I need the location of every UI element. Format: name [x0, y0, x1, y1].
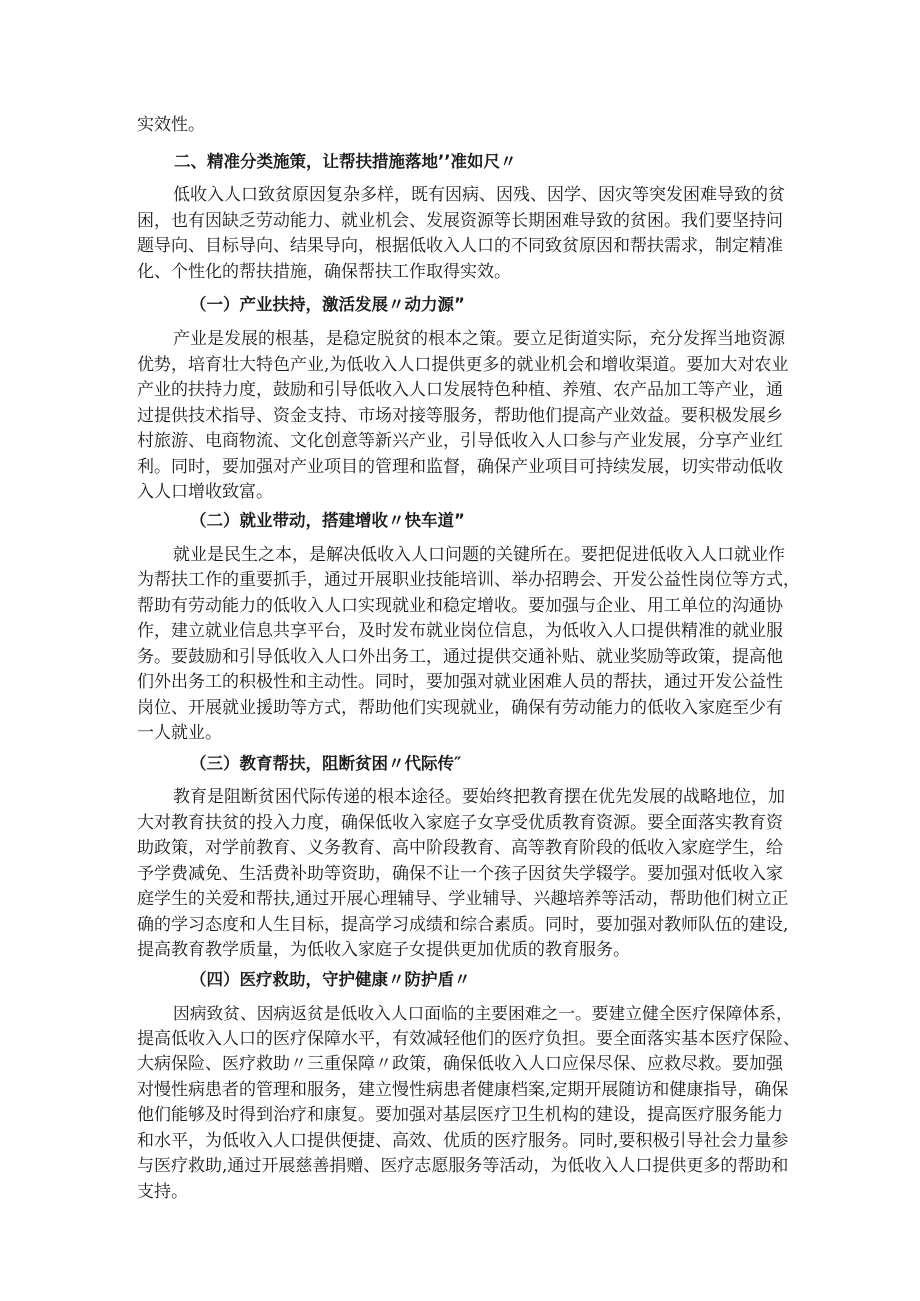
subsection-heading: （四）医疗救助，守护健康〃防护盾〃 — [190, 970, 471, 989]
body-text-line: 因病致贫、因病返贫是低收入人口面临的主要困难之一。要建立健全医疗保障体系， — [173, 1003, 793, 1023]
body-text-line: 帮助有劳动能力的低收入人口实现就业和稳定增收。要加强与企业、用工单位的沟通协 — [137, 596, 783, 616]
body-text-line: 题导向、目标导向、结果导向，根据低收入人口的不同致贫原因和帮扶需求，制定精准 — [137, 236, 783, 256]
body-text-line: 优势，培育壮大特色产业,为低收入人口提供更多的就业机会和增收渠道。要加大对农业 — [137, 355, 789, 375]
body-text-line: 支持。 — [137, 1182, 188, 1202]
body-text-line: 对慢性病患者的管理和服务，建立慢性病患者健康档案,定期开展随访和健康指导，确保 — [137, 1080, 789, 1100]
body-text-line: 教育是阻断贫困代际传递的根本途径。要始终把教育摆在优先发展的战略地位，加 — [173, 787, 785, 807]
body-text-line: 予学费减免、生活费补助等资助，确保不让一个孩子因贫失学辍学。要加强对低收入家 — [137, 864, 783, 884]
body-text-line: 实效性。 — [137, 115, 205, 135]
body-text-line: 化、个性化的帮扶措施，确保帮扶工作取得实效。 — [137, 262, 511, 282]
subsection-heading: （一）产业扶持，激活发展〃动力源” — [190, 295, 465, 314]
subsection-heading: （二）就业带动，搭建增收〃快车道” — [190, 511, 465, 530]
body-text-line: 庭学生的关爱和帮扶,通过开展心理辅导、学业辅导、兴趣培养等活动，帮助他们树立正 — [137, 889, 789, 909]
body-text-line: 们外出务工的积极性和主动性。同时，要加强对就业困难人员的帮扶，通过开发公益性 — [137, 672, 783, 692]
section-heading: 二、精准分类施策，让帮扶措施落地’’准如尺〃 — [174, 152, 517, 171]
body-text-line: 一人就业。 — [137, 723, 222, 743]
body-text-line: 作，建立就业信息共享平台，及时发布就业岗位信息，为低收入人口提供精准的就业服 — [137, 621, 783, 641]
body-text-line: 提高教育教学质量，为低收入家庭子女提供更加优质的教育服务。 — [137, 940, 630, 960]
body-text-line: 利。同时，要加强对产业项目的管理和监督，确保产业项目可持续发展，切实带动低收 — [137, 457, 783, 477]
body-text-line: 大病保险、医疗救助〃三重保障〃政策，确保低收入人口应保尽保、应救尽救。要加强 — [137, 1054, 783, 1074]
body-text-line: 产业的扶持力度，鼓励和引导低收入人口发展特色种植、养殖、农产品加工等产业，通 — [137, 380, 783, 400]
body-text-line: 低收入人口致贫原因复杂多样，既有因病、因残、因学、因灾等突发困难导致的贫 — [173, 185, 785, 205]
body-text-line: 产业是发展的根基，是稳定脱贫的根本之策。要立足街道实际，充分发挥当地资源 — [173, 329, 785, 349]
body-text-line: 大对教育扶贫的投入力度，确保低收入家庭子女享受优质教育资源。要全面落实教育资 — [137, 813, 783, 833]
body-text-line: 提高低收入人口的医疗保障水平，有效减轻他们的医疗负担。要全面落实基本医疗保险、 — [137, 1029, 800, 1049]
body-text-line: 就业是民生之本，是解决低收入人口问题的关键所在。要把促进低收入人口就业作 — [173, 545, 785, 565]
body-text-line: 与医疗救助,通过开展慈善捐赠、医疗志愿服务等活动，为低收入人口提供更多的帮助和 — [137, 1156, 789, 1176]
body-text-line: 为帮扶工作的重要抓手，通过开展职业技能培训、举办招聘会、开发公益性岗位等方式， — [137, 570, 800, 590]
body-text-line: 助政策，对学前教育、义务教育、高中阶段教育、高等教育阶段的低收入家庭学生，给 — [137, 838, 783, 858]
body-text-line: 和水平，为低收入人口提供便捷、高效、优质的医疗服务。同时,要积极引导社会力量参 — [137, 1131, 789, 1151]
body-text-line: 困，也有因缺乏劳动能力、就业机会、发展资源等长期困难导致的贫困。我们要坚持问 — [137, 211, 783, 231]
body-text-line: 过提供技术指导、资金支持、市场对接等服务，帮助他们提高产业效益。要积极发展乡 — [137, 406, 783, 426]
body-text-line: 他们能够及时得到治疗和康复。要加强对基层医疗卫生机构的建设，提高医疗服务能力 — [137, 1105, 783, 1125]
body-text-line: 务。要鼓励和引导低收入人口外出务工，通过提供交通补贴、就业奖励等政策，提高他 — [137, 647, 783, 667]
body-text-line: 岗位、开展就业援助等方式，帮助他们实现就业，确保有劳动能力的低收入家庭至少有 — [137, 698, 783, 718]
body-text-line: 确的学习态度和人生目标，提高学习成绩和综合素质。同时，要加强对教师队伍的建设, — [137, 915, 789, 935]
body-text-line: 入人口增收致富。 — [137, 482, 273, 502]
subsection-heading: （三）教育帮扶，阻断贫困〃代际传″ — [190, 754, 462, 773]
body-text-line: 村旅游、电商物流、文化创意等新兴产业，引导低收入人口参与产业发展，分享产业红 — [137, 431, 783, 451]
